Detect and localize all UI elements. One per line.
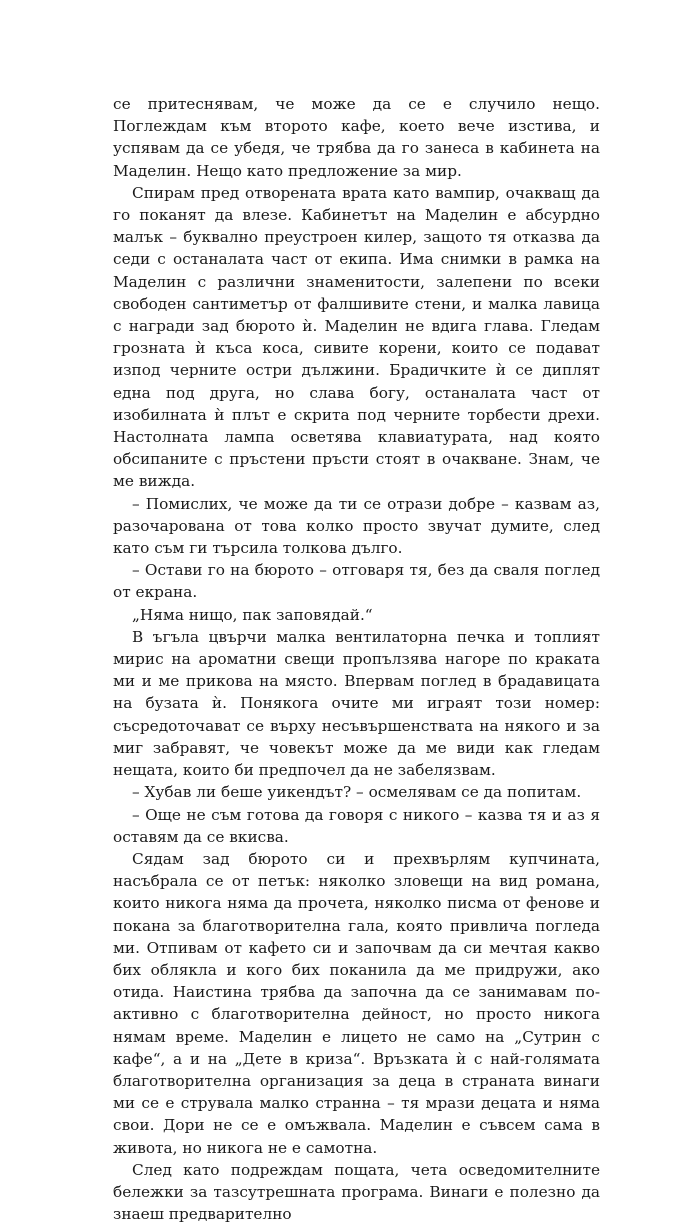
paragraph: – Помислих, че може да ти се отрази добре – казвам аз, разочарована от това колко просто звучат думите, след като съм ги търсила толкова дълго. <box>113 494 600 558</box>
paragraph: – Хубав ли беше уикендът? – осмелявам се да попитам. <box>132 783 582 802</box>
paragraph: – Още не съм готова да говоря с никого – казва тя и аз я оставям да се вкисва. <box>113 805 600 846</box>
paragraph: Спирам пред отворената врата като вампир, очакващ да го поканят да влезе. Кабинетът на Маделин е абсурдно малък – буквално преустроен килер, защото тя отказва да седи с останалата част от екипа. Има снимки в рамка на Маделин с различни знаменитости, залепени по всеки свободен сантиметър от фалшивите стени, и малка лавица с награди зад бюрото ѝ. Маделин не вдига глава. Гледам грозната ѝ къса коса, сивите корени, които се подават изпод черните остри дължини. Брадичките ѝ се диплят една под друга, но слава богу, останалата част от изобилната ѝ плът е скрита под черните торбести дрехи. Настолната лампа осветява клавиатурата, над която обсипаните с пръстени пръсти стоят в очакване. Знам, че ме вижда. <box>113 183 600 491</box>
paragraph: се притеснявам, че може да се е случило нещо. Поглеждам към второто кафе, което вече изстива, и успявам да се убедя, че трябва да го занеса в кабинета на Маделин. Нещо като предложение за мир. <box>113 95 600 180</box>
body-text <box>113 93 600 1225</box>
paragraph: След като подреждам пощата, чета осведомителните бележки за тазсутрешната програма. Винаги е полезно да знаеш предварително <box>113 1160 600 1224</box>
paragraph: Сядам зад бюрото си и прехвърлям купчината, насъбрала се от петък: няколко зловещи на вид романа, които никога няма да прочета, няколко писма от фенове и покана за благотворителна гала, която привлича погледа ми. Отпивам от кафето си и започвам да си мечтая какво бих облякла и кого бих поканила да ме придружи, ако отида. Наистина трябва да започна да се занимавам по-активно с благотворителна дейност, но просто никога нямам време. Маделин е лицето не само на „Сутрин с кафе“, а и на „Дете в криза“. Връзката ѝ с най-голямата благотворителна организация за деца в страната винаги ми се е струвала малко странна – тя мрази децата и няма свои. Дори не се е омъжвала. Маделин е съвсем сама в живота, но никога не е самотна. <box>113 849 600 1157</box>
paragraph: – Остави го на бюрото – отговаря тя, без да сваля поглед от екрана. <box>113 561 600 602</box>
paragraph: В ъгъла цвърчи малка вентилаторна печка и топлият мирис на ароматни свещи пропълзява нагоре по краката ми и ме прикова на място. Впервам поглед в брадавицата на бузата ѝ. Понякога очите ми играят този номер: съсредоточават се върху несъвършенствата на някого и за миг забравят, че човекът може да ме види как гледам нещата, които би предпочел да не забелязвам. <box>113 627 600 780</box>
paragraph: „Няма нищо, пак заповядай.“ <box>132 605 373 624</box>
